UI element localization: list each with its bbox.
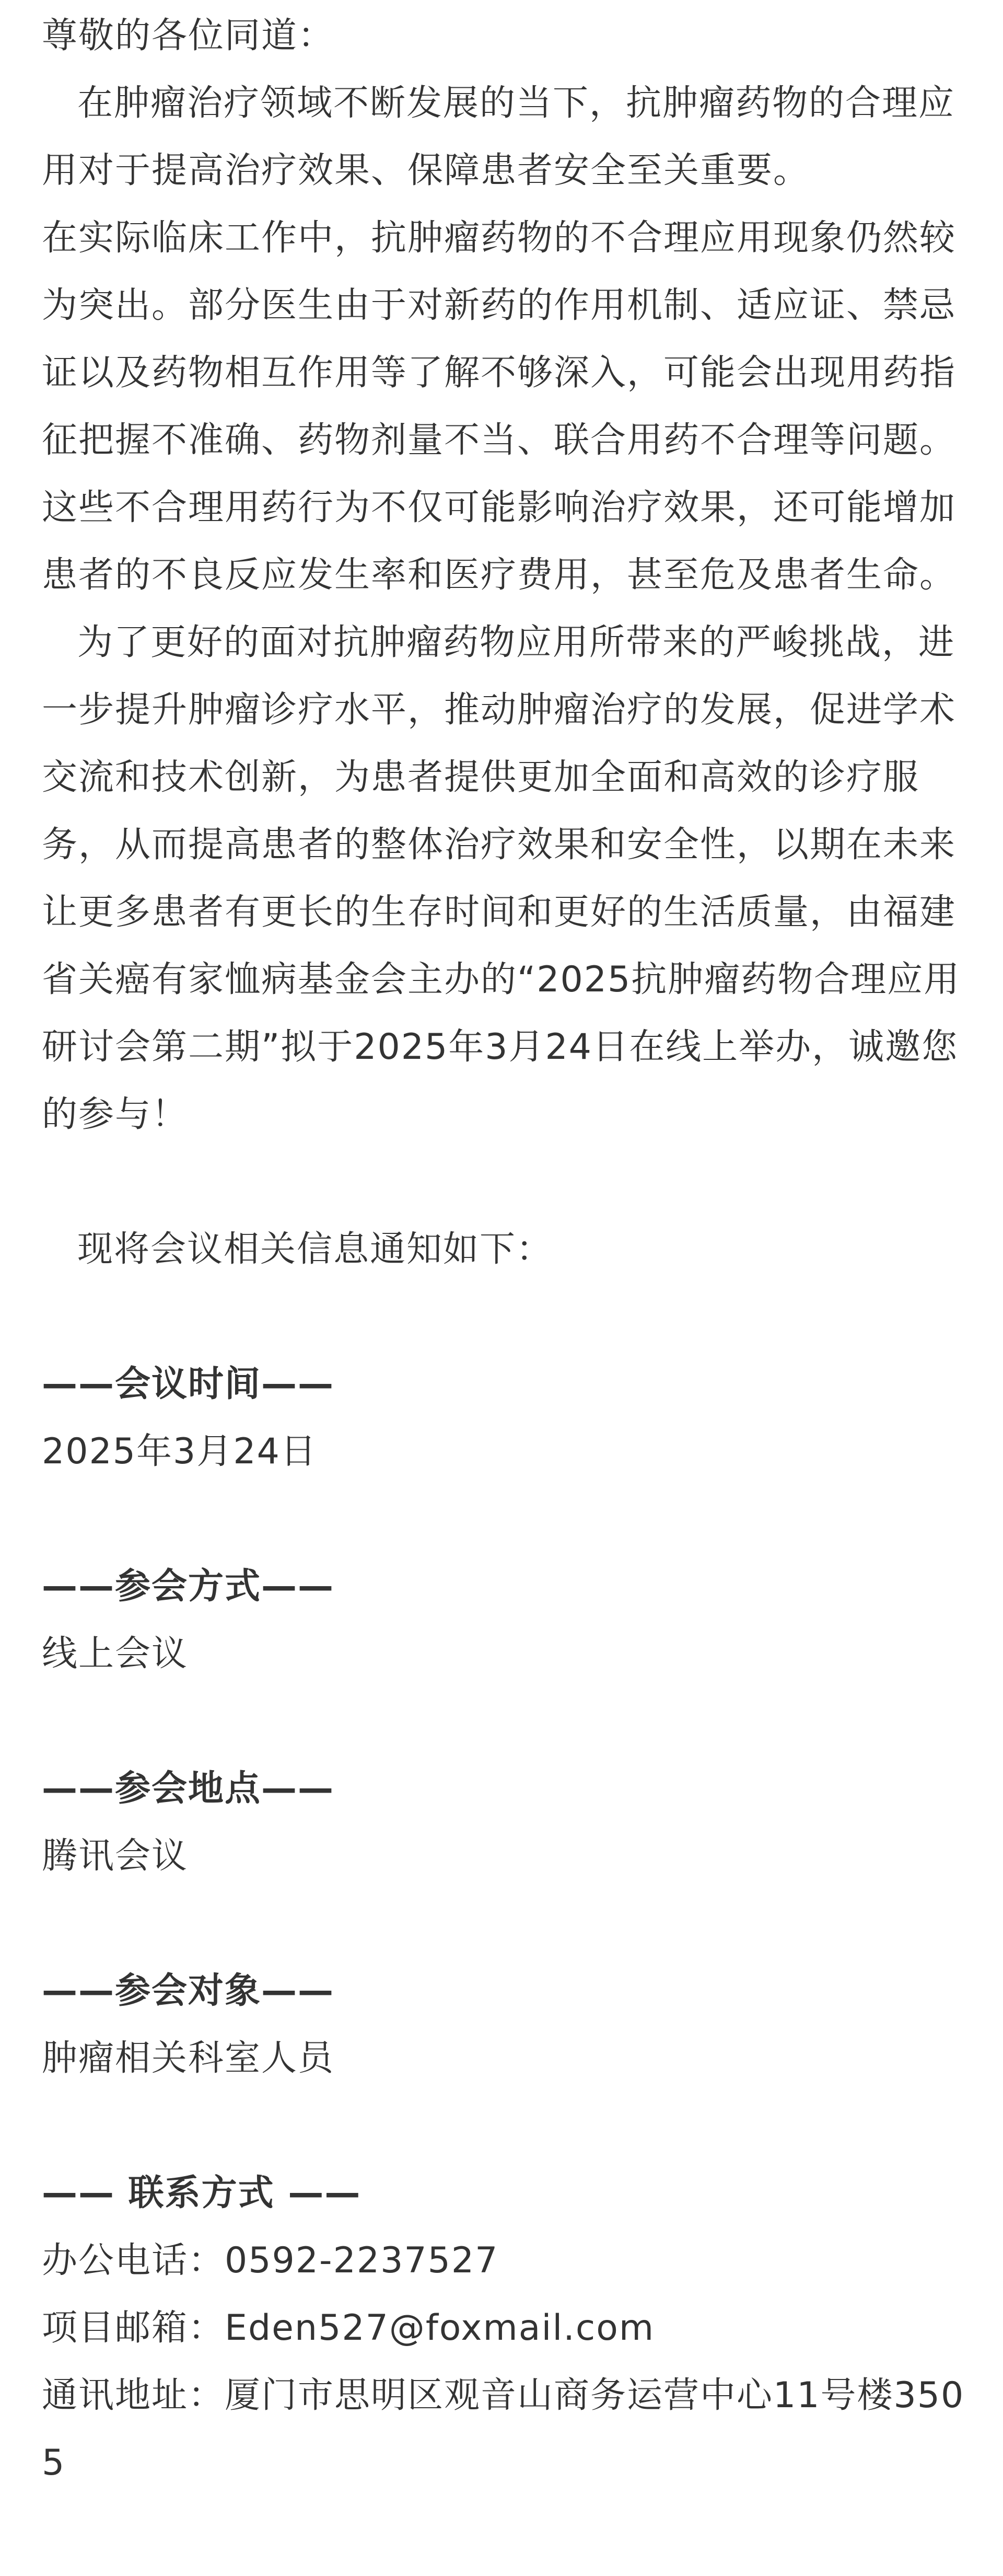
meeting-time-section [42,1350,972,1485]
contact-title: —— 联系方式 —— [42,2173,361,2214]
purpose-paragraph: 为了更好的面对抗肿瘤药物应用所带来的严峻挑战，进一步提升肿瘤诊疗水平，推动肿瘤治疗的发展，促进学术交流和技术创新，为患者提供更加全面和高效的诊疗服务，从而提高患者的整体治疗效果和安全性，以期在未来让更多患者有更长的生存时间和更好的生活质量，由福建省关癌有家恤病基金会主办的“2025抗肿瘤药物合理应用研讨会第二期”拟于2025年3月24日在线上举办，诚邀您的参与！ [42,622,961,1135]
contact-email: 项目邮箱：Eden527@foxmail.com [42,2307,655,2349]
meeting-method-title: ——参会方式—— [42,1566,335,1607]
meeting-location-title: ——参会地点—— [42,1768,335,1809]
contact-phone: 办公电话：0592-2237527 [42,2240,499,2281]
invitation-letter [0,2,1003,2497]
meeting-time-value: 2025年3月24日 [42,1431,317,1472]
meeting-time-title: ——会议时间—— [42,1364,335,1405]
contact-section [42,2159,972,2497]
meeting-audience-title: ——参会对象—— [42,1970,335,2012]
meeting-method-section [42,1553,972,1688]
problem-paragraph: 在实际临床工作中，抗肿瘤药物的不合理应用现象仍然较为突出。部分医生由于对新药的作用机制、适应证、禁忌证以及药物相互作用等了解不够深入，可能会出现用药指征把握不准确、药物剂量不当、联合用药不合理等问题。这些不合理用药行为不仅可能影响治疗效果，还可能增加患者的不良反应发生率和医疗费用，甚至危及患者生命。 [42,217,957,596]
meeting-location-value: 腾讯会议 [42,1835,189,1877]
meeting-method-value: 线上会议 [42,1633,189,1674]
contact-address: 通讯地址：厦门市思明区观音山商务运营中心11号楼3505 [42,2375,965,2483]
salutation: 尊敬的各位同道： [42,15,335,56]
meeting-location-section [42,1755,972,1890]
intro-paragraph: 在肿瘤治疗领域不断发展的当下，抗肿瘤药物的合理应用对于提高治疗效果、保障患者安全至关重要。 [42,83,955,191]
meeting-audience-section [42,1957,972,2092]
notice-line: 现将会议相关信息通知如下： [77,1229,553,1270]
meeting-audience-value: 肿瘤相关科室人员 [42,2038,335,2079]
